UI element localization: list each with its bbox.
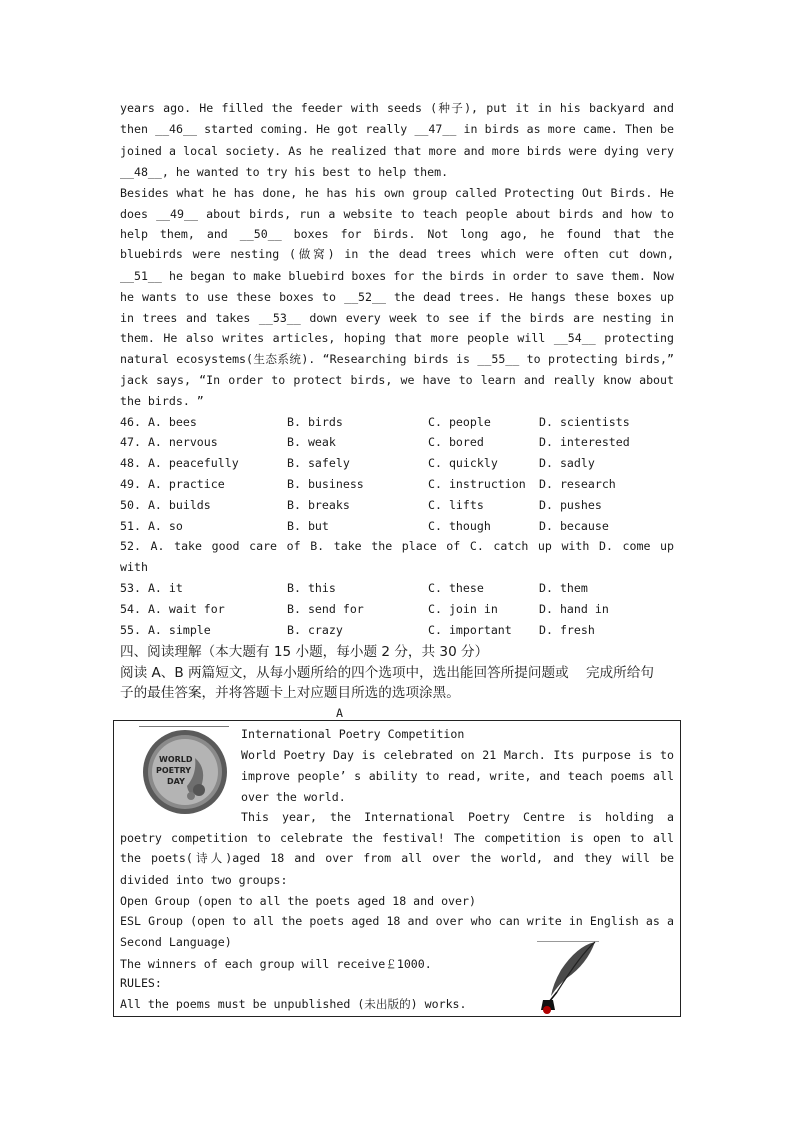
option-d[interactable]: D. hand in xyxy=(539,602,609,616)
poster-text: This year, the International Poetry Centre is holding a xyxy=(241,810,674,824)
option-row xyxy=(120,477,680,493)
option-b[interactable]: B. birds xyxy=(287,415,343,429)
option-b[interactable]: B. weak xyxy=(287,435,336,449)
passage-line: years ago. He filled the feeder with seeds (种子), put it in his backyard and xyxy=(120,101,674,115)
passage-line: __48__, he wanted to try his best to help them. xyxy=(120,165,449,179)
option-a[interactable]: A. builds xyxy=(147,498,211,512)
world-poetry-day-logo xyxy=(139,728,231,816)
option-a[interactable]: A. practice xyxy=(147,477,225,491)
prize-text: The winners of each group will receive￡1000. xyxy=(120,957,432,971)
option-c[interactable]: C. quickly xyxy=(428,456,498,470)
question-number: 50. xyxy=(120,498,141,512)
poster-text: poetry competition to celebrate the festival! The competition is open to all xyxy=(120,831,674,845)
option-d[interactable]: D. interested xyxy=(539,435,630,449)
option-c[interactable]: C. instruction xyxy=(428,477,526,491)
option-row xyxy=(120,602,680,618)
passage-line: joined a local society. As he realized that more and more birds were dying very xyxy=(120,144,674,158)
passage-line: __51__ he began to make bluebird boxes for the birds in order to save them. Now xyxy=(120,269,674,283)
divider xyxy=(139,726,229,727)
option-d[interactable]: D. pushes xyxy=(539,498,602,512)
option-d[interactable]: D. fresh xyxy=(539,623,595,637)
question-number: 47. xyxy=(120,435,141,449)
option-c[interactable]: C. lifts xyxy=(428,498,484,512)
section-instructions: 阅读 A、B 两篇短文，从每小题所给的四个选项中，选出能回答所提问题或 完成所给句 xyxy=(120,665,654,681)
passage-line: he wants to use these boxes to __52__ the dead trees. He hangs these boxes up xyxy=(120,290,674,304)
option-b[interactable]: B. business xyxy=(287,477,364,491)
option-row xyxy=(120,498,680,514)
option-row xyxy=(120,581,680,597)
question-number: 48. xyxy=(120,456,141,470)
option-row xyxy=(120,519,680,535)
option-b[interactable]: B. but xyxy=(287,519,329,533)
option-b[interactable]: B. breaks xyxy=(287,498,350,512)
poster-text: World Poetry Day is celebrated on 21 March. Its purpose is to xyxy=(241,748,674,762)
option-b[interactable]: B. safely xyxy=(287,456,350,470)
poster-text: improve people’ s ability to read, write, and teach poems all xyxy=(241,769,674,783)
section-heading: 四、阅读理解（本大题有 15 小题，每小题 2 分，共 30 分） xyxy=(120,644,489,660)
rule-item: All the poems must be unpublished (未出版的) works. xyxy=(120,997,467,1011)
poster-text: over the world. xyxy=(241,790,346,804)
option-a[interactable]: A. bees xyxy=(147,415,197,429)
passage-line: in trees and takes __53__ down every week to see if the birds are nesting in xyxy=(120,311,674,325)
passage-label: A xyxy=(336,706,343,720)
logo-text-poetry: POETRY xyxy=(156,766,192,775)
poster-text: the poets(诗人)aged 18 and over from all over the world, and they will be xyxy=(120,851,674,865)
passage-line: them. He also writes articles, hoping that more people will __54__ protecting xyxy=(120,331,674,345)
option-row xyxy=(120,415,680,431)
esl-group: Second Language) xyxy=(120,935,232,949)
option-a[interactable]: A. simple xyxy=(147,623,211,637)
question-52-wrap: with xyxy=(120,560,148,574)
passage-line: the birds. ” xyxy=(120,394,204,408)
option-b[interactable]: B. this xyxy=(287,581,336,595)
logo-text-world: WORLD xyxy=(159,755,193,764)
option-c[interactable]: C. join in xyxy=(428,602,498,616)
option-d[interactable]: D. scientists xyxy=(539,415,630,429)
passage-line: jack says, “In order to protect birds, we have to learn and really know about xyxy=(120,373,674,387)
quill-pen-icon xyxy=(537,940,603,1014)
option-a[interactable]: A. nervous xyxy=(147,435,218,449)
question-number: 51. xyxy=(120,519,141,533)
option-a[interactable]: A. peacefully xyxy=(147,456,239,470)
rules-label: RULES: xyxy=(120,976,162,990)
question-number: 53. xyxy=(120,581,141,595)
option-d[interactable]: D. sadly xyxy=(539,456,595,470)
option-c[interactable]: C. though xyxy=(428,519,491,533)
option-row xyxy=(120,456,680,472)
section-instructions: 子的最佳答案，并将答题卡上对应题目所选的选项涂黑。 xyxy=(120,685,460,701)
option-b[interactable]: B. send for xyxy=(287,602,364,616)
option-a[interactable]: A. it xyxy=(147,581,183,595)
option-a[interactable]: A. so xyxy=(147,519,183,533)
option-d[interactable]: D. research xyxy=(539,477,616,491)
option-row xyxy=(120,623,680,639)
passage-line: then __46__ started coming. He got really __47__ in birds as more came. Then be xyxy=(120,122,674,136)
logo-text-day: DAY xyxy=(167,777,185,786)
passage-line: does __49__ about birds, run a website to teach people about birds and how to xyxy=(120,207,674,221)
option-d[interactable]: D. because xyxy=(539,519,609,533)
open-group: Open Group (open to all the poets aged 18 and over) xyxy=(120,894,476,908)
question-52-line[interactable]: 52. A. take good care of B. take the place of C. catch up with D. come up xyxy=(120,539,674,553)
option-b[interactable]: B. crazy xyxy=(287,623,343,637)
question-number: 54. xyxy=(120,602,141,616)
passage-line: help them, and __50__ boxes for ḃirds. Not long ago, he found that the xyxy=(120,227,674,241)
passage-line: natural ecosystems(生态系统). “Researching birds is __55__ to protecting birds,” xyxy=(120,352,674,366)
passage-line: Besides what he has done, he has his own group called Protecting Out Birds. He xyxy=(120,186,674,200)
question-number: 55. xyxy=(120,623,141,637)
option-d[interactable]: D. them xyxy=(539,581,588,595)
poster-title: International Poetry Competition xyxy=(241,727,465,741)
passage-line: bluebirds were nesting (做窝) in the dead trees which were often cut down, xyxy=(120,247,674,261)
option-c[interactable]: C. bored xyxy=(428,435,484,449)
question-number: 49. xyxy=(120,477,141,491)
option-c[interactable]: C. important xyxy=(428,623,512,637)
esl-group: ESL Group (open to all the poets aged 18 and over who can write in English as a xyxy=(120,914,674,928)
option-row xyxy=(120,435,680,451)
poster-text: divided into two groups: xyxy=(120,873,288,887)
option-c[interactable]: C. people xyxy=(428,415,491,429)
option-a[interactable]: A. wait for xyxy=(147,602,225,616)
question-number: 46. xyxy=(120,415,141,429)
option-c[interactable]: C. these xyxy=(428,581,484,595)
